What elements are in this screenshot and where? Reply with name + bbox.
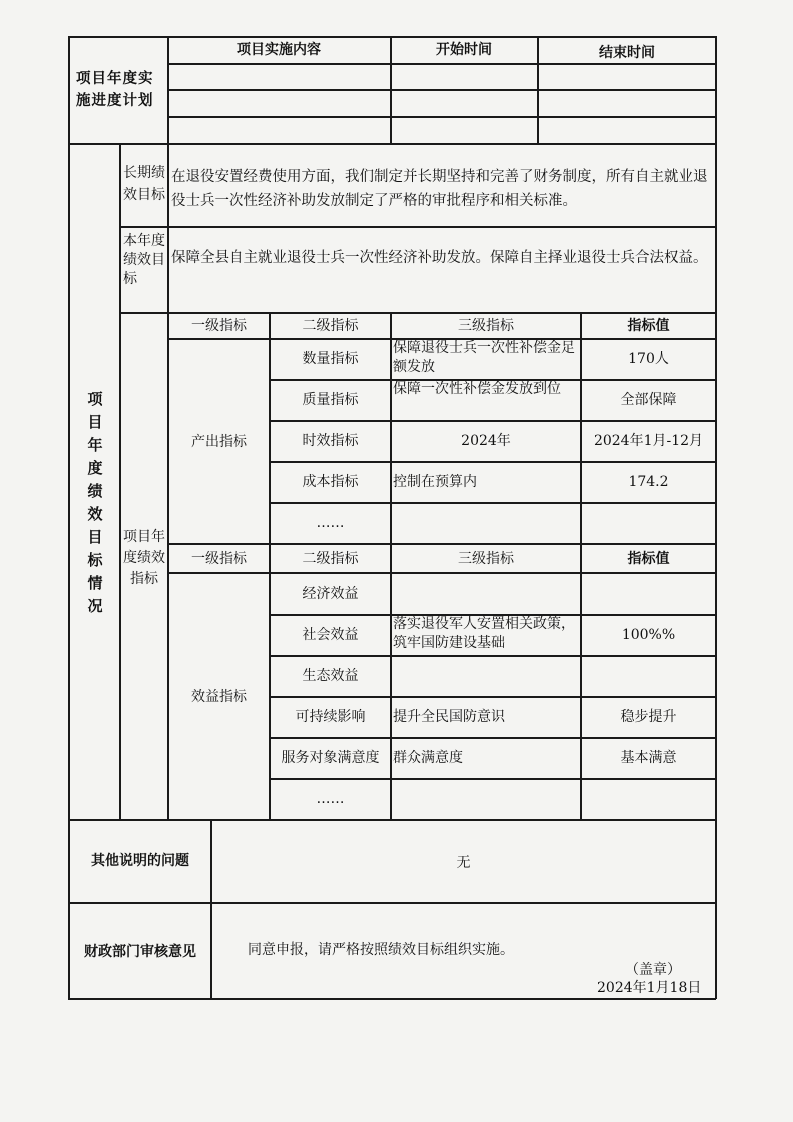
benefit-row-line bbox=[269, 737, 715, 739]
benefit-row-line bbox=[269, 655, 715, 657]
benefit-l3: 群众满意度 bbox=[393, 750, 463, 766]
finance-text: 同意申报，请严格按照绩效目标组织实施。 bbox=[248, 942, 514, 958]
benefit-l2: 可持续影响 bbox=[295, 709, 366, 725]
benefit-row-line bbox=[269, 778, 715, 780]
schedule-row-line bbox=[167, 63, 715, 65]
output-l3: 2024年 bbox=[461, 433, 511, 449]
schedule-row-line bbox=[167, 89, 715, 91]
goals-section-label: 项目年度绩效目标情况 bbox=[87, 390, 103, 615]
border-bottom bbox=[68, 998, 716, 1000]
output-l2: …… bbox=[316, 515, 345, 531]
output-row-line bbox=[269, 461, 715, 463]
benefit-row-line bbox=[269, 696, 715, 698]
benefit-value: 100%% bbox=[621, 627, 676, 643]
output-value: 170人 bbox=[628, 351, 669, 367]
annual-label: 本年度绩效目标 bbox=[123, 233, 165, 287]
benefit-value: 稳步提升 bbox=[620, 709, 677, 725]
benefit-l2: 社会效益 bbox=[302, 627, 359, 643]
schedule-section-bottom bbox=[68, 143, 716, 145]
header-level3: 三级指标 bbox=[458, 551, 514, 567]
output-l2: 成本指标 bbox=[302, 474, 359, 490]
long-term-label: 长期绩效目标 bbox=[123, 165, 165, 203]
header-level3: 三级指标 bbox=[458, 318, 514, 334]
output-row-line bbox=[269, 420, 715, 422]
indicator-header-line bbox=[167, 572, 715, 574]
finance-label: 财政部门审核意见 bbox=[84, 944, 196, 960]
annual-text: 保障全县自主就业退役士兵一次性经济补助发放。保障自主择业退役士兵合法权益。 bbox=[171, 250, 708, 266]
output-value: 174.2 bbox=[628, 474, 669, 490]
benefit-value: 基本满意 bbox=[620, 750, 677, 766]
benefit-l2: 服务对象满意度 bbox=[281, 750, 380, 766]
header-level1: 一级指标 bbox=[191, 551, 247, 567]
border-top bbox=[68, 36, 716, 38]
schedule-row-label: 项目年度实施进度计划 bbox=[76, 71, 154, 109]
finance-date: 2024年1月18日 bbox=[597, 980, 702, 996]
schedule-col-content: 项目实施内容 bbox=[237, 42, 321, 58]
annual-bottom bbox=[119, 312, 716, 314]
other-divider bbox=[210, 819, 212, 999]
schedule-row-line bbox=[167, 116, 715, 118]
output-label: 产出指标 bbox=[191, 434, 247, 450]
goals-section-bottom bbox=[68, 819, 716, 821]
goals-label-divider bbox=[119, 143, 121, 819]
schedule-col-start: 开始时间 bbox=[436, 42, 492, 58]
output-l3: 保障一次性补偿金发放到位 bbox=[393, 381, 561, 397]
benefit-label: 效益指标 bbox=[191, 689, 247, 705]
indicators-label: 项目年度绩效指标 bbox=[123, 529, 165, 587]
output-l3: 保障退役士兵一次性补偿金足额发放 bbox=[393, 340, 575, 375]
benefit-l2: 经济效益 bbox=[302, 586, 359, 602]
header-value: 指标值 bbox=[627, 551, 670, 567]
other-label: 其他说明的问题 bbox=[91, 853, 189, 869]
benefit-l3: 提升全民国防意识 bbox=[393, 709, 505, 725]
goals-sublabel-divider bbox=[167, 143, 169, 819]
benefit-l2: 生态效益 bbox=[302, 668, 359, 684]
output-value: 全部保障 bbox=[620, 392, 677, 408]
long-term-text: 在退役安置经费使用方面，我们制定并长期坚持和完善了财务制度，所有自主就业退役士兵一次性经济补助发放制定了严格的审批程序和相关标准。 bbox=[171, 169, 708, 209]
output-row-line bbox=[269, 502, 715, 504]
finance-seal: （盖章） bbox=[625, 962, 681, 978]
border-right bbox=[715, 36, 717, 999]
benefit-l3: 落实退役军人安置相关政策，筑牢国防建设基础 bbox=[393, 616, 575, 651]
other-text: 无 bbox=[456, 855, 471, 871]
long-term-bottom bbox=[119, 226, 716, 228]
output-l2: 数量指标 bbox=[302, 351, 359, 367]
output-l2: 时效指标 bbox=[302, 433, 359, 449]
schedule-col-end: 结束时间 bbox=[599, 45, 655, 61]
header-level2: 二级指标 bbox=[302, 318, 359, 334]
output-l3: 控制在预算内 bbox=[393, 474, 477, 490]
header-value: 指标值 bbox=[627, 318, 670, 334]
header-level1: 一级指标 bbox=[191, 318, 247, 334]
output-value: 2024年1月-12月 bbox=[593, 433, 704, 449]
output-l2: 质量指标 bbox=[302, 392, 359, 408]
indicator-header-line bbox=[167, 543, 715, 545]
header-level2: 二级指标 bbox=[302, 551, 359, 567]
other-section-bottom bbox=[68, 902, 716, 904]
benefit-l2: …… bbox=[316, 791, 345, 807]
